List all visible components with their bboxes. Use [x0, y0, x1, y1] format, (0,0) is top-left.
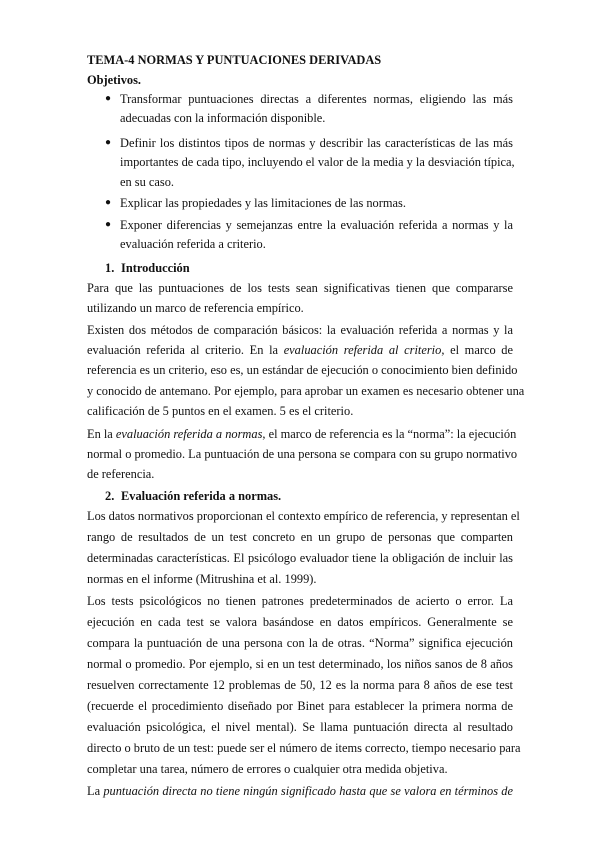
- section-number: 2.: [105, 489, 115, 503]
- bullet-icon: ●: [105, 219, 112, 230]
- objective-line: en su caso.: [120, 175, 175, 189]
- section-heading: Evaluación referida a normas.: [121, 489, 282, 503]
- paragraph-line: (recuerde el procedimiento diseñado por Binet para establecer la primera norma de: [87, 699, 513, 713]
- paragraph-line: evaluación referida al criterio. En la evaluación referida al criterio, el marco de: [87, 343, 513, 357]
- paragraph-line: utilizando un marco de referencia empírico.: [87, 301, 304, 315]
- objective-line: Exponer diferencias y semejanzas entre la evaluación referida a normas y la: [120, 218, 513, 232]
- paragraph-line: evaluación psicológica, el nivel mental). Se llama puntuación directa al resultado: [87, 720, 513, 734]
- document-title: TEMA-4 NORMAS Y PUNTUACIONES DERIVADAS: [87, 53, 382, 67]
- paragraph-line: directo o bruto de un test: puede ser el número de items correcto, tiempo necesario para: [87, 741, 521, 755]
- bullet-icon: ●: [105, 197, 112, 208]
- bullet-icon: ●: [105, 137, 112, 148]
- paragraph-line: Los tests psicológicos no tienen patrones predeterminados de acierto o error. La: [87, 594, 513, 608]
- paragraph-line: rango de resultados de un test concreto en un grupo de personas que comparten: [87, 530, 513, 544]
- objectives-heading: Objetivos.: [87, 73, 142, 87]
- objective-line: importantes de cada tipo, incluyendo el valor de la media y la desviación típica,: [120, 155, 515, 169]
- section-number: 1.: [105, 261, 115, 275]
- paragraph-line: calificación de 5 puntos en el examen. 5 es el criterio.: [87, 404, 354, 418]
- objective-line: adecuadas con la información disponible.: [120, 111, 326, 125]
- objective-line: evaluación referida a criterio.: [120, 237, 266, 251]
- paragraph-line: Existen dos métodos de comparación básicos: la evaluación referida a normas y la: [87, 323, 513, 337]
- paragraph-line: Los datos normativos proporcionan el contexto empírico de referencia, y representan el: [87, 509, 520, 523]
- paragraph-line: La puntuación directa no tiene ningún significado hasta que se valora en términos de: [87, 784, 514, 798]
- emphasis-text: evaluación referida al criterio: [283, 343, 442, 357]
- paragraph-line: y conocido de antemano. Por ejemplo, para aprobar un examen es necesario obtener una: [87, 384, 525, 398]
- paragraph-line: normal o promedio. La puntuación de una persona se compara con su grupo normativo: [87, 447, 518, 461]
- paragraph-line: resuelven correctamente 12 problemas de 50, 12 es la norma para 8 años de ese test: [87, 678, 513, 692]
- paragraph-line: Para que las puntuaciones de los tests sean significativas tienen que compararse: [87, 281, 513, 295]
- objective-line: Transformar puntuaciones directas a diferentes normas, eligiendo las más: [120, 92, 513, 106]
- paragraph-line: ejecución en cada test se valora basándose en datos empíricos. Generalmente se: [87, 615, 513, 629]
- paragraph-line: normas en el informe (Mitrushina et al. 1999).: [87, 572, 317, 586]
- paragraph-line: En la evaluación referida a normas, el marco de referencia es la “norma”: la ejecución: [87, 427, 517, 441]
- objective-line: Explicar las propiedades y las limitaciones de las normas.: [120, 196, 406, 210]
- objective-line: Definir los distintos tipos de normas y describir las características de las más: [120, 136, 513, 150]
- emphasis-text: evaluación referida a normas: [115, 427, 263, 441]
- paragraph-line: completar una tarea, número de errores o cualquier otra medida objetiva.: [87, 762, 448, 776]
- paragraph-line: determinadas características. El psicólogo evaluador tiene la obligación de incluir las: [87, 551, 513, 565]
- section-heading: Introducción: [121, 261, 190, 275]
- paragraph-line: normal o promedio. Por ejemplo, si en un test determinado, los niños sanos de 8 años: [87, 657, 513, 671]
- bullet-icon: ●: [105, 93, 112, 104]
- emphasis-text: puntuación directa no tiene ningún significado hasta que se valora en términos de: [103, 784, 514, 798]
- paragraph-line: de referencia.: [87, 467, 155, 481]
- paragraph-line: compara la puntuación de una persona con la de otras. “Norma” significa ejecución: [87, 636, 513, 650]
- paragraph-line: referencia es un criterio, eso es, un estándar de ejecución o conocimiento bien definido: [87, 363, 518, 377]
